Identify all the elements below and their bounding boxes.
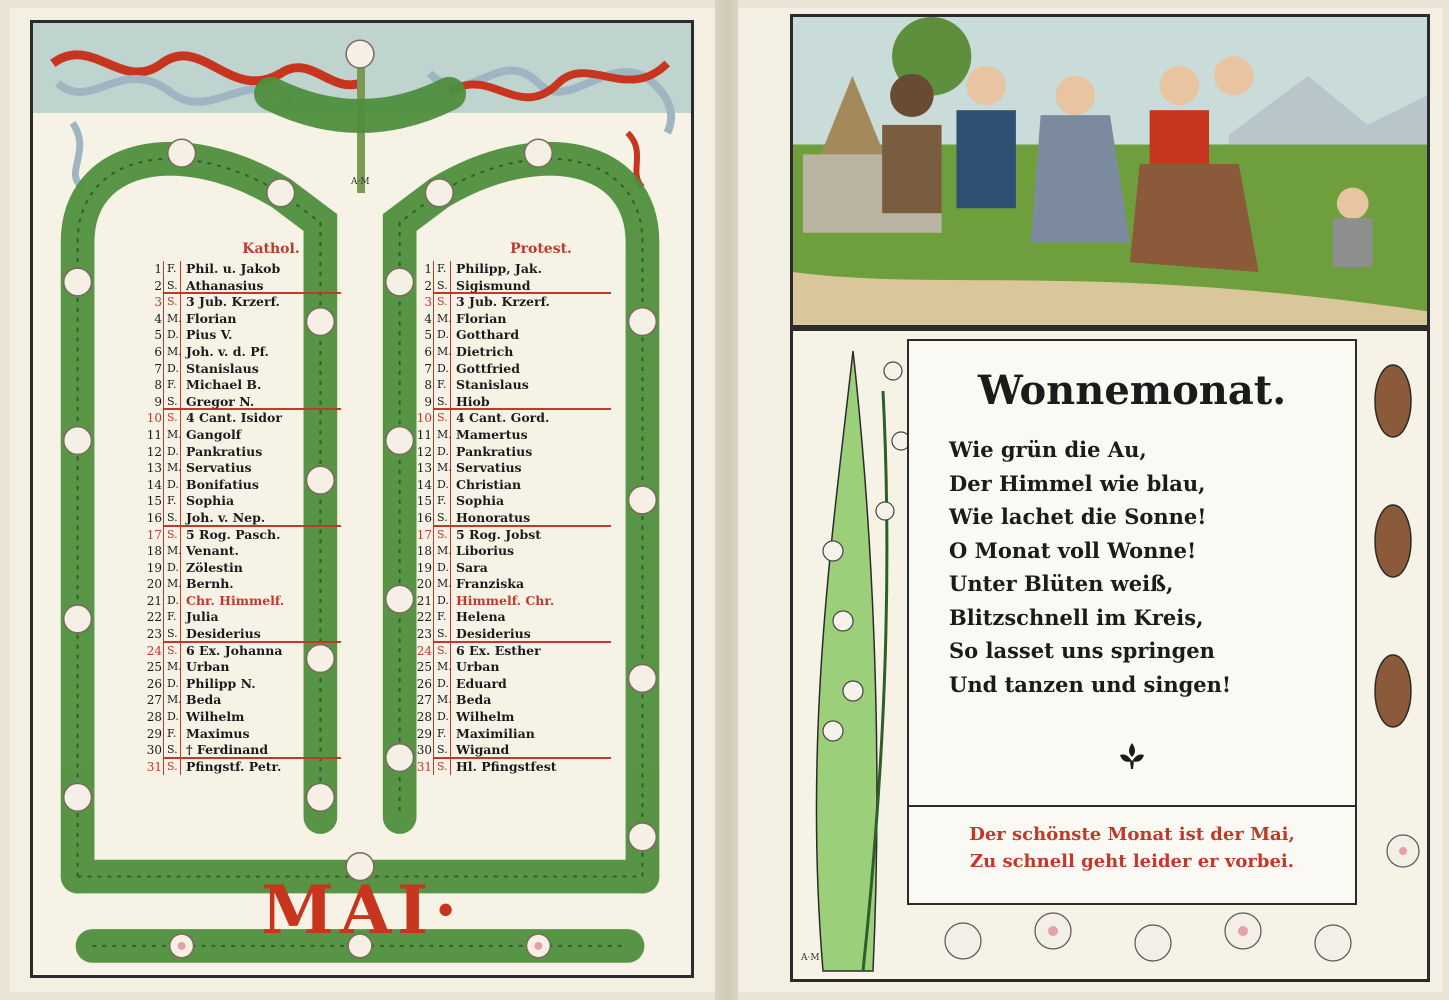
calendar-day-row xyxy=(416,576,611,593)
right-page xyxy=(738,8,1443,992)
calendar-day-row xyxy=(416,709,611,726)
calendar-day-row xyxy=(416,609,611,626)
day-number: 27 xyxy=(416,693,432,708)
day-number: 4 xyxy=(424,311,432,326)
weekday: F. xyxy=(167,378,177,392)
weekday: S. xyxy=(167,627,178,641)
weekday: M. xyxy=(437,577,452,591)
day-number: 10 xyxy=(416,411,432,426)
weekday: F. xyxy=(437,262,447,275)
saint-name: Desiderius xyxy=(186,626,261,642)
saint-name: Joh. v. Nep. xyxy=(186,509,266,525)
weekday: S. xyxy=(167,394,178,408)
day-number: 2 xyxy=(424,278,432,293)
saint-name: Servatius xyxy=(186,460,252,476)
weekday: D. xyxy=(437,560,449,574)
book-gutter xyxy=(715,0,738,1000)
saint-name: Helena xyxy=(456,609,506,625)
saint-name: Zölestin xyxy=(186,559,243,575)
saint-name: Gangolf xyxy=(186,426,242,442)
day-number: 5 xyxy=(154,328,162,343)
weekday: D. xyxy=(167,477,179,491)
saint-name: Beda xyxy=(456,692,492,708)
calendar-day-row xyxy=(146,626,341,643)
weekday: M. xyxy=(167,311,182,325)
calendar-day-row xyxy=(146,443,341,461)
saint-name: Hl. Pfingstfest xyxy=(456,758,557,774)
calendar-day-row xyxy=(416,509,611,527)
calendar-day-row xyxy=(154,277,341,295)
calendar-day-row xyxy=(146,642,341,660)
dancing-children-illustration xyxy=(790,14,1430,328)
calendar-day-row xyxy=(424,294,611,311)
calendar-day-row xyxy=(146,709,341,726)
saint-name: Venant. xyxy=(186,543,239,559)
saint-name: Philipp N. xyxy=(186,675,256,691)
column-heading-catholic: Kathol. xyxy=(242,241,300,257)
motto-line: Zu schnell geht leider er vorbei. xyxy=(969,851,1295,872)
day-number: 4 xyxy=(154,311,162,326)
day-number: 26 xyxy=(416,676,432,691)
day-number: 5 xyxy=(424,328,432,343)
day-number: 24 xyxy=(416,643,432,658)
weekday: S. xyxy=(167,743,178,757)
day-number: 31 xyxy=(146,759,162,774)
day-number: 24 xyxy=(146,643,162,658)
day-number: 21 xyxy=(146,593,162,608)
motto-text xyxy=(909,821,1355,875)
weekday: S. xyxy=(437,627,448,641)
saint-name: Pankratius xyxy=(456,443,533,459)
day-number: 12 xyxy=(416,444,432,459)
day-number: 28 xyxy=(146,710,162,725)
weekday: S. xyxy=(167,510,178,524)
calendar-day-row xyxy=(424,261,611,278)
calendar-day-row xyxy=(154,377,341,394)
day-number: 11 xyxy=(146,427,162,442)
day-number: 18 xyxy=(146,544,162,559)
month-title: MAI· xyxy=(260,871,464,949)
weekday: F. xyxy=(437,378,447,392)
saint-name: 3 Jub. Krzerf. xyxy=(456,294,550,310)
saint-name: Joh. v. d. Pf. xyxy=(186,343,269,359)
saint-name: † Ferdinand xyxy=(186,742,269,758)
day-number: 11 xyxy=(416,427,432,442)
calendar-day-row xyxy=(146,426,341,444)
day-list-protestant xyxy=(416,261,611,775)
weekday: M. xyxy=(437,311,452,325)
saint-name: Bernh. xyxy=(186,576,234,592)
weekday: D. xyxy=(437,593,449,607)
calendar-frame xyxy=(30,20,694,978)
saint-name: Athanasius xyxy=(186,277,264,293)
day-number: 20 xyxy=(416,577,432,592)
weekday: F. xyxy=(167,494,177,508)
weekday: M. xyxy=(437,544,452,558)
weekday: S. xyxy=(167,278,178,292)
poem-frame xyxy=(790,328,1430,982)
saint-name: Gregor N. xyxy=(186,393,255,409)
saint-name: Mamertus xyxy=(456,426,528,442)
weekday: F. xyxy=(437,610,447,624)
calendar-day-row xyxy=(416,443,611,461)
artist-signature: A·M xyxy=(351,177,370,187)
day-number: 28 xyxy=(416,710,432,725)
weekday: D. xyxy=(437,328,449,342)
weekday: D. xyxy=(167,560,179,574)
day-number: 10 xyxy=(146,411,162,426)
poem-line: Blitzschnell im Kreis, xyxy=(949,604,1204,630)
day-number: 12 xyxy=(146,444,162,459)
calendar-day-row xyxy=(416,626,611,643)
day-number: 31 xyxy=(416,759,432,774)
calendar-day-row xyxy=(424,310,611,328)
day-number: 1 xyxy=(154,262,162,276)
saint-name: Liborius xyxy=(456,543,515,559)
calendar-day-row xyxy=(146,460,341,477)
poem-line: So lasset uns springen xyxy=(949,638,1215,663)
weekday: M. xyxy=(167,577,182,591)
saint-name: Florian xyxy=(186,310,237,326)
calendar-day-row xyxy=(146,659,341,676)
saint-name: Pankratius xyxy=(186,443,263,459)
saint-name: Phil. u. Jakob xyxy=(186,261,281,276)
day-number: 26 xyxy=(146,676,162,691)
weekday: S. xyxy=(437,527,448,541)
weekday: S. xyxy=(437,759,448,773)
calendar-day-row xyxy=(416,526,611,544)
poem-line: Und tanzen und singen! xyxy=(949,671,1232,697)
saint-name: 5 Rog. Jobst xyxy=(456,526,542,542)
saint-name: Beda xyxy=(186,692,222,708)
day-number: 27 xyxy=(146,693,162,708)
day-number: 14 xyxy=(146,477,162,492)
calendar-day-row xyxy=(154,360,341,378)
weekday: S. xyxy=(437,643,448,657)
saint-name: Stanislaus xyxy=(186,360,259,376)
weekday: F. xyxy=(437,494,447,508)
saint-name: Desiderius xyxy=(456,626,531,642)
poem-line: O Monat voll Wonne! xyxy=(949,537,1197,563)
day-number: 17 xyxy=(416,527,432,542)
day-number: 18 xyxy=(416,544,432,559)
weekday: D. xyxy=(167,676,179,690)
calendar-day-row xyxy=(416,543,611,560)
day-number: 23 xyxy=(416,627,432,642)
saint-name: Honoratus xyxy=(456,509,531,525)
calendar-day-row xyxy=(154,261,341,278)
saint-name: Gotthard xyxy=(456,327,520,343)
weekday: S. xyxy=(437,278,448,292)
day-number: 16 xyxy=(416,510,432,525)
calendar-day-row xyxy=(154,393,341,411)
calendar-day-row xyxy=(416,758,611,776)
day-number: 19 xyxy=(416,560,432,575)
day-number: 22 xyxy=(146,610,162,625)
day-number: 15 xyxy=(416,494,432,509)
weekday: D. xyxy=(167,593,179,607)
weekday: M. xyxy=(437,461,452,475)
calendar-day-row xyxy=(154,343,341,361)
weekday: D. xyxy=(437,676,449,690)
calendar-day-row xyxy=(424,277,611,295)
day-number: 25 xyxy=(416,660,432,675)
calendar-day-row xyxy=(154,310,341,328)
calendar-day-row xyxy=(146,675,341,693)
saint-name: 5 Rog. Pasch. xyxy=(186,526,281,542)
calendar-day-row xyxy=(416,675,611,693)
motto-box xyxy=(907,807,1357,905)
weekday: M. xyxy=(167,427,182,441)
saint-name: Wigand xyxy=(456,742,510,758)
calendar-day-row xyxy=(416,460,611,477)
poem-line: Unter Blüten weiß, xyxy=(949,571,1174,596)
weekday: F. xyxy=(437,726,447,740)
saint-name: Stanislaus xyxy=(456,377,529,393)
saint-name: Gottfried xyxy=(456,360,520,376)
calendar-day-row xyxy=(146,493,341,510)
calendar-day-row xyxy=(146,592,341,610)
calendar-day-row xyxy=(146,742,341,759)
weekday: F. xyxy=(167,610,177,624)
day-number: 19 xyxy=(146,560,162,575)
weekday: D. xyxy=(167,710,179,724)
calendar-day-row xyxy=(416,559,611,577)
day-number: 6 xyxy=(154,344,162,359)
calendar-day-row xyxy=(424,343,611,361)
calendar-day-row xyxy=(416,476,611,494)
calendar-day-row xyxy=(146,609,341,626)
saint-name: Maximus xyxy=(186,725,250,741)
day-number: 25 xyxy=(146,660,162,675)
saint-name: 4 Cant. Isidor xyxy=(186,410,282,426)
saint-name: Sigismund xyxy=(456,277,531,293)
calendar-day-row xyxy=(154,294,341,311)
weekday: S. xyxy=(167,643,178,657)
calendar-day-row xyxy=(146,509,341,527)
day-number: 29 xyxy=(146,726,162,741)
day-number: 14 xyxy=(416,477,432,492)
saint-name: 6 Ex. Johanna xyxy=(186,642,283,658)
weekday: S. xyxy=(167,527,178,541)
column-heading-protestant: Protest. xyxy=(510,241,572,257)
calendar-day-row xyxy=(146,725,341,743)
saint-name: Eduard xyxy=(456,675,507,691)
weekday: D. xyxy=(167,444,179,458)
calendar-catholic xyxy=(141,241,341,775)
day-number: 7 xyxy=(154,361,162,376)
weekday: M. xyxy=(167,461,182,475)
day-number: 13 xyxy=(146,461,162,476)
weekday: S. xyxy=(167,295,178,309)
saint-name: Pfingstf. Petr. xyxy=(186,758,282,774)
day-number: 13 xyxy=(416,461,432,476)
saint-name: Philipp, Jak. xyxy=(456,261,542,276)
left-page xyxy=(10,8,715,992)
poem-text xyxy=(949,433,1231,701)
saint-name: Dietrich xyxy=(456,343,514,359)
saint-name: Wilhelm xyxy=(186,709,245,725)
calendar-day-row xyxy=(416,692,611,709)
saint-name: Sophia xyxy=(186,493,235,509)
calendar-protestant xyxy=(411,241,611,775)
calendar-day-row xyxy=(146,476,341,494)
saint-name: Sophia xyxy=(456,493,505,509)
weekday: M. xyxy=(437,693,452,707)
day-number: 6 xyxy=(424,344,432,359)
weekday: D. xyxy=(167,361,179,375)
saint-name: Urban xyxy=(456,659,500,675)
calendar-day-row xyxy=(416,725,611,743)
calendar-day-row xyxy=(416,742,611,759)
calendar-day-row xyxy=(416,659,611,676)
calendar-day-row xyxy=(416,493,611,510)
weekday: S. xyxy=(437,743,448,757)
weekday: M. xyxy=(437,344,452,358)
day-number: 30 xyxy=(416,743,432,758)
weekday: S. xyxy=(437,394,448,408)
calendar-day-row xyxy=(146,543,341,560)
saint-name: Michael B. xyxy=(186,377,262,393)
calendar-day-row xyxy=(416,592,611,610)
artist-signature: A·M xyxy=(801,953,820,963)
calendar-day-row xyxy=(424,393,611,411)
calendar-day-row xyxy=(424,377,611,394)
saint-name: 4 Cant. Gord. xyxy=(456,410,550,426)
calendar-day-row xyxy=(146,526,341,544)
day-number: 15 xyxy=(146,494,162,509)
saint-name: Servatius xyxy=(456,460,522,476)
day-number: 1 xyxy=(424,262,432,276)
poem-line: Wie lachet die Sonne! xyxy=(949,504,1207,529)
day-number: 2 xyxy=(154,278,162,293)
day-number: 16 xyxy=(146,510,162,525)
day-number: 3 xyxy=(424,295,432,310)
weekday: M. xyxy=(167,344,182,358)
calendar-day-row xyxy=(416,410,611,427)
saint-name: Florian xyxy=(456,310,507,326)
saint-name: 6 Ex. Esther xyxy=(456,642,541,658)
weekday: D. xyxy=(437,361,449,375)
poem-line: Wie grün die Au, xyxy=(949,437,1147,462)
saint-name: Christian xyxy=(456,476,522,492)
calendar-day-row xyxy=(146,410,341,427)
saint-name: Sara xyxy=(456,559,488,575)
poem-box xyxy=(907,339,1357,807)
saint-name: Hiob xyxy=(456,393,490,409)
calendar-day-row xyxy=(146,692,341,709)
day-list-catholic xyxy=(146,261,341,775)
poem-line: Der Himmel wie blau, xyxy=(949,470,1206,496)
weekday: S. xyxy=(167,759,178,773)
day-number: 9 xyxy=(424,394,432,409)
day-number: 7 xyxy=(424,361,432,376)
saint-name: Julia xyxy=(186,609,219,625)
day-number: 9 xyxy=(154,394,162,409)
day-number: 8 xyxy=(154,378,162,393)
saint-name: Urban xyxy=(186,659,230,675)
calendar-day-row xyxy=(424,360,611,378)
weekday: S. xyxy=(437,411,448,425)
weekday: D. xyxy=(167,328,179,342)
weekday: S. xyxy=(167,411,178,425)
calendar-day-row xyxy=(146,576,341,593)
weekday: S. xyxy=(437,295,448,309)
weekday: M. xyxy=(437,660,452,674)
weekday: M. xyxy=(437,427,452,441)
saint-name: Maximilian xyxy=(456,725,535,741)
calendar-day-row xyxy=(416,642,611,660)
calendar-day-row xyxy=(146,758,341,776)
saint-name: Pius V. xyxy=(186,327,233,343)
calendar-day-row xyxy=(146,559,341,577)
poem-title: Wonnemonat. xyxy=(977,367,1287,414)
weekday: M. xyxy=(167,544,182,558)
calendar-day-row xyxy=(154,327,341,344)
day-number: 17 xyxy=(146,527,162,542)
day-number: 8 xyxy=(424,378,432,393)
calendar-day-row xyxy=(416,426,611,444)
fleuron-ornament-icon xyxy=(1114,741,1150,771)
weekday: S. xyxy=(437,510,448,524)
day-number: 23 xyxy=(146,627,162,642)
weekday: F. xyxy=(167,262,177,275)
saint-name: Franziska xyxy=(456,576,525,592)
day-number: 22 xyxy=(416,610,432,625)
weekday: M. xyxy=(167,693,182,707)
saint-name: Chr. Himmelf. xyxy=(186,592,285,608)
day-number: 30 xyxy=(146,743,162,758)
saint-name: Wilhelm xyxy=(456,709,515,725)
day-number: 29 xyxy=(416,726,432,741)
weekday: D. xyxy=(437,477,449,491)
weekday: D. xyxy=(437,710,449,724)
calendar-day-row xyxy=(424,327,611,344)
weekday: F. xyxy=(167,726,177,740)
weekday: D. xyxy=(437,444,449,458)
saint-name: 3 Jub. Krzerf. xyxy=(186,294,280,310)
saint-name: Himmelf. Chr. xyxy=(456,592,555,608)
weekday: M. xyxy=(167,660,182,674)
motto-line: Der schönste Monat ist der Mai, xyxy=(969,824,1295,845)
saint-name: Bonifatius xyxy=(186,476,259,492)
day-number: 3 xyxy=(154,295,162,310)
day-number: 20 xyxy=(146,577,162,592)
day-number: 21 xyxy=(416,593,432,608)
